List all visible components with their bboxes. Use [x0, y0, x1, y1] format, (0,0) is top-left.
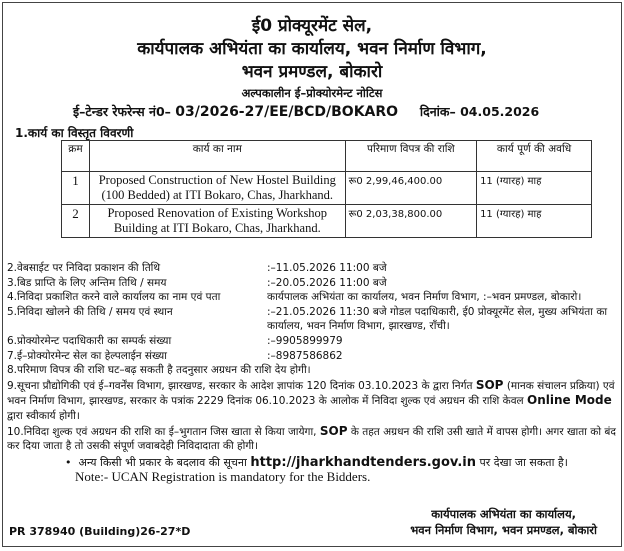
list-item — [7, 290, 617, 305]
section-1-title: 1.कार्य का विस्तृत विवरणी — [15, 126, 134, 140]
table-row — [62, 205, 592, 238]
item-value: :–11.05.2026 11:00 बजे — [267, 262, 387, 274]
item-value: :–20.05.2026 11:00 बजे — [267, 276, 387, 289]
tender-website-link[interactable]: http://jharkhandtenders.gov.in — [250, 454, 476, 470]
item-value: कार्यपालक अभियंता का कार्यालय, भवन निर्माण विभाग, :–भवन प्रमण्डल, बोकारो। — [267, 291, 582, 304]
item-10-sop: SOP — [319, 423, 348, 438]
item-10-text-b: के तहत अग्रधन की राशि उसी खाते में वापस होगी। अगर खाता को बंद कर दिया जाता है तो उसकी संपूर्ण जवाबदेही निविदादाता की होगी। — [7, 425, 616, 453]
bullet-post: पर देखा जा सकता है। — [479, 455, 568, 469]
date-value: 04.05.2026 — [460, 104, 540, 119]
bullet-pre: अन्य किसी भी प्रकार के बदलाव की सूचना — [78, 455, 247, 469]
item-9-text-b: (मानक संचालन प्रक्रिया) एवं भवन निर्माण विभाग, झारखण्ड, सरकार के पत्रांक 2229 दिनांक 06.10.2023 के आलोक में निविदा शुल्क एवं अग्रधन की राशि केवल — [7, 379, 615, 408]
item-label: 7.ई–प्रोक्योरमेन्ट सेल का हेल्पलाईन संख्या — [7, 349, 167, 362]
reference-number: 03/2026-27/EE/BCD/BOKARO — [175, 104, 399, 120]
item-9-text-c: द्वारा स्वीकार्य होगी। — [7, 409, 80, 422]
row-name: Proposed Renovation of Existing Workshop Building at ITI Bokaro, Chas, Jharkhand. — [89, 205, 345, 238]
details-list — [7, 261, 617, 485]
row-cost: रू0 2,99,46,400.00 — [345, 172, 476, 205]
list-item — [7, 334, 617, 349]
item-9-online-mode: Online Mode — [527, 393, 612, 408]
list-item — [7, 349, 617, 364]
header-sl: क्रम — [62, 141, 90, 172]
row-sl: 1 — [62, 172, 90, 205]
row-period: 11 (ग्यारह) माह — [477, 172, 592, 205]
header-name: कार्य का नाम — [89, 141, 345, 172]
item-9-text-a: 9.सूचना प्रौद्योगिकी एवं ई–गवर्नेंस विभाग, झारखण्ड, सरकार के आदेश ज्ञापांक 120 दिनांक 03.10.2023 के द्वारा निर्गत — [7, 379, 473, 392]
item-value: :–21.05.2026 11:30 बजे गोडल पदाधिकारी, ई0 प्रोक्यूरमेंट सेल, मुख्य अभियंता का कार्यालय, भवन निर्माण विभाग, झारखण्ड, राँची। — [267, 305, 608, 333]
tender-notice — [2, 2, 622, 547]
signature-block — [410, 506, 597, 538]
item-10 — [7, 424, 617, 454]
ucan-note: Note:- UCAN Registration is mandatory for the Bidders. — [75, 469, 371, 485]
item-10-text-a: 10.निविदा शुल्क एवं अग्रधन की राशि का ई–भुगतान जिस खाता से किया जायेगा, — [7, 425, 317, 438]
table-row — [62, 172, 592, 205]
pr-number: PR 378940 (Building)26-27*D — [9, 525, 191, 538]
list-item — [7, 261, 617, 276]
row-period: 11 (ग्यारह) माह — [477, 205, 592, 238]
item-label: 4.निविदा प्रकाशित करने वाले कार्यालय का नाम एवं पता — [7, 291, 221, 304]
signature-line-1: कार्यपालक अभियंता का कार्यालय, — [431, 507, 576, 521]
header-line-3: भवन प्रमण्डल, बोकारो — [241, 62, 383, 82]
row-name: Proposed Construction of New Hostel Building (100 Bedded) at ITI Bokaro, Chas, Jharkhand. — [89, 172, 345, 205]
item-value: :–8987586862 — [267, 349, 343, 362]
item-8: 8.परिमाण विपत्र की राशि घट–बढ़ सकती है तदनुसार अग्रधन की राशि देय होगी। — [7, 364, 311, 377]
notice-title: अल्पकालीन ई–प्रोक्योरमेन्ट नोटिस — [241, 86, 383, 100]
header-cost: परिमाण विपत्र की राशि — [345, 141, 476, 172]
reference-label: ई–टेन्डर रेफरेन्स नं0– — [73, 104, 171, 119]
item-9-sop: SOP — [475, 377, 504, 392]
item-label: 2.वेबसाईट पर निविदा प्रकाशन की तिथि — [7, 262, 161, 274]
row-cost: रू0 2,03,38,800.00 — [345, 205, 476, 238]
list-item — [7, 305, 617, 334]
header-period: कार्य पूर्ण की अवधि — [477, 141, 592, 172]
row-sl: 2 — [62, 205, 90, 238]
reference-line — [73, 103, 539, 120]
header-line-1: ई0 प्रोक्यूरमेंट सेल, — [251, 16, 373, 36]
works-table — [61, 140, 592, 238]
item-label: 3.बिड प्राप्ति के लिए अन्तिम तिथि / समय — [7, 276, 167, 289]
item-9 — [7, 378, 617, 424]
signature-line-2: भवन निर्माण विभाग, भवन प्रमण्डल, बोकारो — [410, 523, 597, 537]
item-label: 5.निविदा खोलने की तिथि / समय एवं स्थान — [7, 305, 173, 318]
item-value: :–9905899979 — [267, 334, 343, 347]
header-line-2: कार्यपालक अभियंता का कार्यालय, भवन निर्माण विभाग, — [137, 39, 487, 59]
list-item — [7, 276, 617, 291]
date-label: दिनांक– — [419, 104, 456, 119]
item-label: 6.प्रोक्योरमेन्ट पदाधिकारी का सम्पर्क संख्या — [7, 334, 172, 347]
table-header-row — [62, 141, 592, 172]
bullet-note: • अन्य किसी भी प्रकार के बदलाव की सूचना http://jharkhandtenders.gov.in पर देखा जा सकता है। — [65, 454, 568, 470]
